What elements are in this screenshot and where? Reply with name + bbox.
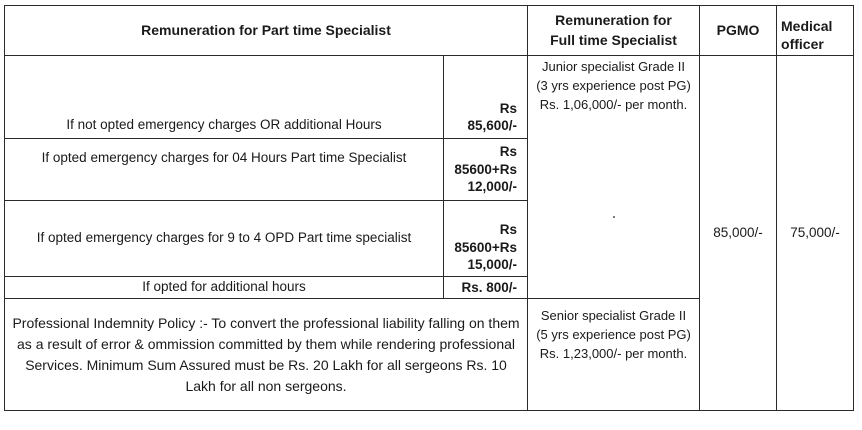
amount-cell-2: [444, 139, 528, 201]
pgmo-value: 85,000/-: [713, 224, 763, 240]
header-medical-officer: [777, 6, 854, 56]
medical-value: 75,000/-: [790, 224, 840, 240]
condition-text-2: If opted emergency charges for 04 Hours Part time Specialist: [41, 150, 407, 165]
condition-cell-3: [5, 201, 444, 277]
amount-cell-1: [444, 56, 528, 139]
senior-specialist-text: Senior specialist Grade II (5 yrs experience post PG) Rs. 1,23,000/- per month.: [536, 308, 691, 361]
amount-text-4: Rs. 800/-: [461, 279, 518, 295]
indemnity-policy-cell: [5, 299, 528, 411]
header-full-time-line1: Remuneration for: [555, 11, 672, 28]
amount-cell-3: [444, 201, 528, 277]
stray-dot-mark: [613, 216, 615, 218]
header-part-time-label: Remuneration for Part time Specialist: [141, 22, 391, 39]
header-part-time: [5, 6, 528, 56]
header-full-time-line2: Full time Specialist: [550, 31, 677, 48]
junior-specialist-cell: [528, 56, 700, 299]
amount-text-2-line1: Rs 85600+Rs: [454, 144, 518, 177]
header-full-time: [528, 6, 700, 56]
condition-cell-2: [5, 139, 444, 201]
condition-text-3: If opted emergency charges for 9 to 4 OPD Part time specialist: [36, 230, 412, 246]
indemnity-policy-text: Professional Indemnity Policy :- To convert the professional liability falling on them as a result of error & ommission committed by them while rendering professional Services. Minimum Sum Assured must be Rs. 20 Lakh for all sergeons Rs. 10 Lakh for all non sergeons.: [12, 314, 520, 394]
condition-cell-1: [5, 56, 444, 139]
condition-text-1: If not opted emergency charges OR additional Hours: [66, 116, 382, 132]
condition-cell-4: [5, 277, 444, 299]
senior-specialist-cell: [528, 299, 700, 411]
header-medical-line2: officer: [781, 35, 824, 52]
amount-cell-4: [444, 277, 528, 299]
condition-text-4: If opted for additional hours: [142, 279, 306, 295]
header-medical-line1: Medical: [781, 18, 833, 34]
amount-text-1: Rs 85,600/-: [467, 100, 518, 134]
pgmo-value-cell: [700, 56, 777, 411]
junior-specialist-text: Junior specialist Grade II (3 yrs experience post PG) Rs. 1,06,000/- per month.: [536, 59, 691, 112]
amount-text-3-line2: 15,000/-: [467, 257, 518, 273]
medical-value-cell: [777, 56, 854, 411]
amount-text-3-line1: Rs 85600+Rs: [454, 222, 518, 255]
header-pgmo: [700, 6, 777, 56]
amount-text-2-line2: 12,000/-: [467, 179, 518, 195]
header-pgmo-label: PGMO: [716, 22, 760, 39]
remuneration-table: [4, 5, 854, 411]
